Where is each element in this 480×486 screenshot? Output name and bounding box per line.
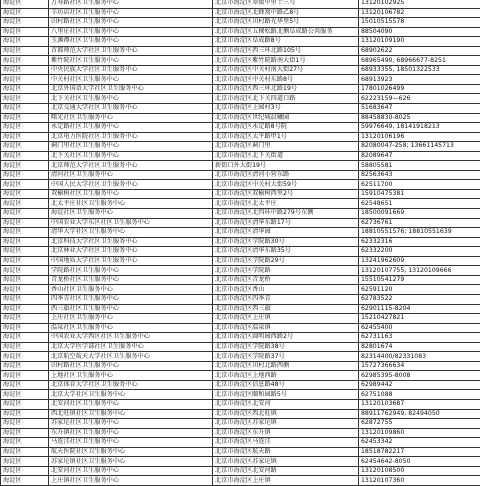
district-cell: 海淀区 bbox=[1, 132, 49, 142]
table-row bbox=[1, 104, 480, 114]
clinic-name-cell: 清河社区卫生服务中心 bbox=[49, 170, 213, 180]
address-cell: 北京市海淀区温泉镇 bbox=[213, 323, 359, 333]
phone-cell: 13120103687 bbox=[359, 399, 480, 409]
clinic-name-cell: 玉渊潭社区卫生服务中心 bbox=[49, 37, 213, 47]
address-cell: 北京市海淀区苏家坨镇 bbox=[213, 457, 359, 467]
address-cell: 北京市海淀区北安河路 bbox=[213, 466, 359, 476]
phone-cell: 62736761 bbox=[359, 218, 480, 228]
phone-cell: 18518782217 bbox=[359, 447, 480, 457]
phone-cell: 82801674 bbox=[359, 342, 480, 352]
district-cell: 海淀区 bbox=[1, 466, 49, 476]
clinic-name-cell: 海淀社区卫生服务中心 bbox=[49, 209, 213, 219]
clinic-name-cell: 北京体育大学社区卫生服务中心 bbox=[49, 380, 213, 390]
clinic-name-cell: 北下关社区卫生服务中心 bbox=[49, 94, 213, 104]
table-row bbox=[1, 476, 480, 486]
address-cell: 北京市海淀区学院路37号 bbox=[213, 352, 359, 362]
clinic-name-cell: 田村路社区卫生服务中心 bbox=[49, 18, 213, 28]
phone-cell: 68965490, 68966677-8251 bbox=[359, 56, 480, 66]
clinic-name-cell: 北京大学社区卫生服务中心 bbox=[49, 390, 213, 400]
table-row bbox=[1, 132, 480, 142]
address-cell: 北京市海淀区上庄镇 bbox=[213, 314, 359, 324]
clinic-name-cell: 北安河社区卫生服务中心 bbox=[49, 466, 213, 476]
clinic-name-cell: 中国地质大学社区卫生服务中心 bbox=[49, 256, 213, 266]
table-row bbox=[1, 409, 480, 419]
address-cell: 北京市海淀区颐和园路5号 bbox=[213, 390, 359, 400]
clinic-name-cell: 八里庄社区卫生服务中心 bbox=[49, 27, 213, 37]
address-cell: 北京市海淀区田村路光华里5号 bbox=[213, 18, 359, 28]
district-cell: 海淀区 bbox=[1, 304, 49, 314]
address-cell: 北京市海淀区北四环中路279号东侧 bbox=[213, 209, 359, 219]
clinic-name-cell: 青龙桥社区卫生服务中心 bbox=[49, 275, 213, 285]
district-cell: 海淀区 bbox=[1, 275, 49, 285]
address-cell: 北京市海淀区学院路29号 bbox=[213, 256, 359, 266]
district-cell: 海淀区 bbox=[1, 0, 49, 8]
address-cell: 北京市海淀区双榆树西里2号 bbox=[213, 189, 359, 199]
table-row bbox=[1, 218, 480, 228]
clinic-name-cell: 中关村社区卫生服务中心 bbox=[49, 75, 213, 85]
table-row bbox=[1, 151, 480, 161]
district-cell: 海淀区 bbox=[1, 209, 49, 219]
table-row bbox=[1, 361, 480, 371]
table-row bbox=[1, 18, 480, 28]
clinic-name-cell: 蓟门里社区卫生服务中心 bbox=[49, 142, 213, 152]
table-row bbox=[1, 342, 480, 352]
address-cell: 北京市海淀区信息路48号 bbox=[213, 380, 359, 390]
phone-cell: 88504090 bbox=[359, 27, 480, 37]
phone-cell: 59976649, 18141918213 bbox=[359, 123, 480, 133]
district-cell: 海淀区 bbox=[1, 371, 49, 381]
clinic-name-cell: 北京交通大学社区卫生服务中心 bbox=[49, 104, 213, 114]
table-row bbox=[1, 333, 480, 343]
table-row bbox=[1, 84, 480, 94]
clinic-name-cell: 上庄镇社区卫生服务中心 bbox=[49, 476, 213, 486]
clinic-name-cell: 曙光社区卫生服务中心 bbox=[49, 113, 213, 123]
address-cell: 北京市海淀区航天路 bbox=[213, 447, 359, 457]
phone-cell: 82089647 bbox=[359, 151, 480, 161]
address-cell: 北京市海淀区学院路30号 bbox=[213, 237, 359, 247]
clinic-name-cell: 北京外国语大学社区卫生服务中心 bbox=[49, 84, 213, 94]
phone-cell: 82563643 bbox=[359, 170, 480, 180]
district-cell: 海淀区 bbox=[1, 65, 49, 75]
district-cell: 海淀区 bbox=[1, 285, 49, 295]
clinic-name-cell: 中国农业大学东区社区卫生服务中心 bbox=[49, 218, 213, 228]
clinic-name-cell: 北京电力医院社区卫生服务中心 bbox=[49, 132, 213, 142]
table-row bbox=[1, 199, 480, 209]
table-row bbox=[1, 275, 480, 285]
district-cell: 海淀区 bbox=[1, 294, 49, 304]
district-cell: 海淀区 bbox=[1, 428, 49, 438]
address-cell: 北京市海淀区五棵松路北侧阜成路公共服务 bbox=[213, 27, 359, 37]
address-cell: 北京市海淀区西三环北路105号 bbox=[213, 46, 359, 56]
district-cell: 海淀区 bbox=[1, 46, 49, 56]
clinic-name-cell: 苏家坨社区卫生服务中心 bbox=[49, 419, 213, 429]
address-cell: 北京市海淀区北安河 bbox=[213, 399, 359, 409]
clinic-name-cell: 北太平庄社区卫生服务中心 bbox=[49, 199, 213, 209]
clinic-name-cell: 西三旗社区卫生服务中心 bbox=[49, 304, 213, 314]
phone-cell: 62332200 bbox=[359, 247, 480, 257]
district-cell: 海淀区 bbox=[1, 142, 49, 152]
district-cell: 海淀区 bbox=[1, 151, 49, 161]
address-cell: 北京市海淀区紫竹院路南大街1号 bbox=[213, 56, 359, 66]
phone-cell: 62511700 bbox=[359, 180, 480, 190]
phone-cell: 13120108500 bbox=[359, 466, 480, 476]
phone-cell: 62751088 bbox=[359, 390, 480, 400]
district-cell: 海淀区 bbox=[1, 247, 49, 257]
phone-cell: 13120106196 bbox=[359, 132, 480, 142]
address-cell: 北京市海淀区清华园 bbox=[213, 228, 359, 238]
table-row bbox=[1, 180, 480, 190]
table-row bbox=[1, 457, 480, 467]
district-cell: 海淀区 bbox=[1, 228, 49, 238]
table-row bbox=[1, 170, 480, 180]
clinic-name-cell: 上地社区卫生服务中心 bbox=[49, 371, 213, 381]
phone-cell: 13241962609 bbox=[359, 256, 480, 266]
district-cell: 海淀区 bbox=[1, 314, 49, 324]
district-cell: 海淀区 bbox=[1, 447, 49, 457]
address-cell: 北京市海淀区清华东路17号 bbox=[213, 218, 359, 228]
table-row bbox=[1, 8, 480, 18]
district-cell: 海淀区 bbox=[1, 256, 49, 266]
table-row bbox=[1, 352, 480, 362]
phone-cell: 62454642-8050 bbox=[359, 457, 480, 467]
address-cell: 北京市海淀区中关村南大街27号 bbox=[213, 65, 359, 75]
clinic-name-cell: 北京大学医学部社区卫生服务中心 bbox=[49, 342, 213, 352]
district-cell: 海淀区 bbox=[1, 237, 49, 247]
clinic-name-cell: 航天医院社区卫生服务中心 bbox=[49, 447, 213, 457]
address-cell: 北京市海淀区北下关四道口路 bbox=[213, 94, 359, 104]
table-row bbox=[1, 399, 480, 409]
address-cell: 北京市海淀区西三旗 bbox=[213, 304, 359, 314]
district-cell: 海淀区 bbox=[1, 104, 49, 114]
table-row bbox=[1, 161, 480, 171]
address-cell: 北京市海淀区世纪城晨曦园 bbox=[213, 113, 359, 123]
table-row bbox=[1, 65, 480, 75]
address-cell: 北京市海淀区北太平庄 bbox=[213, 199, 359, 209]
district-cell: 海淀区 bbox=[1, 56, 49, 66]
district-cell: 海淀区 bbox=[1, 342, 49, 352]
address-cell: 北京市海淀区北蜂窝中路乙8号 bbox=[213, 8, 359, 18]
district-cell: 海淀区 bbox=[1, 380, 49, 390]
phone-cell: 62223159—626 bbox=[359, 94, 480, 104]
clinic-name-cell: 北京师范大学社区卫生服务中心 bbox=[49, 161, 213, 171]
phone-cell: 62872755 bbox=[359, 419, 480, 429]
district-cell: 海淀区 bbox=[1, 8, 49, 18]
table-row bbox=[1, 438, 480, 448]
phone-cell: 13120109860 bbox=[359, 428, 480, 438]
clinic-name-cell: 中央民族大学社区卫生服务中心 bbox=[49, 65, 213, 75]
phone-cell: 15727366634 bbox=[359, 361, 480, 371]
clinic-name-cell: 苏家坨镇社区卫生服务中心 bbox=[49, 457, 213, 467]
table-row bbox=[1, 390, 480, 400]
clinic-name-cell: 北京林业大学社区卫生服务中心 bbox=[49, 247, 213, 257]
phone-cell: 62332316 bbox=[359, 237, 480, 247]
clinic-directory-body bbox=[1, 0, 480, 485]
clinic-name-cell: 温泉社区卫生服务中心 bbox=[49, 323, 213, 333]
district-cell: 海淀区 bbox=[1, 409, 49, 419]
clinic-name-cell: 紫竹院社区卫生服务中心 bbox=[49, 56, 213, 66]
table-row bbox=[1, 37, 480, 47]
district-cell: 海淀区 bbox=[1, 476, 49, 486]
district-cell: 海淀区 bbox=[1, 84, 49, 94]
district-cell: 海淀区 bbox=[1, 113, 49, 123]
table-row bbox=[1, 314, 480, 324]
phone-cell: 62731163 bbox=[359, 333, 480, 343]
table-row bbox=[1, 304, 480, 314]
address-cell: 北京市海淀区北下关街道 bbox=[213, 151, 359, 161]
phone-cell: 18500091669 bbox=[359, 209, 480, 219]
phone-cell: 15510541279 bbox=[359, 275, 480, 285]
clinic-name-cell: 清华大学社区卫生服务中心 bbox=[49, 228, 213, 238]
district-cell: 海淀区 bbox=[1, 323, 49, 333]
table-row bbox=[1, 371, 480, 381]
phone-cell: 15010515578 bbox=[359, 18, 480, 28]
district-cell: 海淀区 bbox=[1, 161, 49, 171]
table-row bbox=[1, 228, 480, 238]
clinic-name-cell: 北京科技大学社区卫生服务中心 bbox=[49, 237, 213, 247]
address-cell: 北京市海淀区马连洼 bbox=[213, 438, 359, 448]
clinic-name-cell: 北安河社区卫生服务中心 bbox=[49, 399, 213, 409]
phone-cell: 68933355, 18501322533 bbox=[359, 65, 480, 75]
phone-cell: 18810551576; 18810551639 bbox=[359, 228, 480, 238]
district-cell: 海淀区 bbox=[1, 94, 49, 104]
table-row bbox=[1, 256, 480, 266]
clinic-name-cell: 西北旺镇社区卫生服务中心 bbox=[49, 409, 213, 419]
table-row bbox=[1, 266, 480, 276]
district-cell: 海淀区 bbox=[1, 218, 49, 228]
phone-cell: 82080047-258; 13661145713 bbox=[359, 142, 480, 152]
clinic-name-cell: 中国农业大学西区社区卫生服务中心 bbox=[49, 333, 213, 343]
district-cell: 海淀区 bbox=[1, 438, 49, 448]
district-cell: 海淀区 bbox=[1, 333, 49, 343]
clinic-name-cell: 双榆树社区卫生服务中心 bbox=[49, 189, 213, 199]
table-row bbox=[1, 94, 480, 104]
clinic-name-cell: 学院路社区卫生服务中心 bbox=[49, 266, 213, 276]
district-cell: 海淀区 bbox=[1, 266, 49, 276]
phone-cell: 82314400/82331083 bbox=[359, 352, 480, 362]
phone-cell: 58805581 bbox=[359, 161, 480, 171]
address-cell: 新街口外大街19号 bbox=[213, 161, 359, 171]
address-cell: 北京市海淀区学院路 bbox=[213, 266, 359, 276]
clinic-name-cell: 香山社区卫生服务中心 bbox=[49, 285, 213, 295]
table-row bbox=[1, 466, 480, 476]
phone-cell: 62901115-8204 bbox=[359, 304, 480, 314]
table-row bbox=[1, 247, 480, 257]
phone-cell: 13120107755, 13120109666 bbox=[359, 266, 480, 276]
clinic-name-cell: 永定路社区卫生服务中心 bbox=[49, 123, 213, 133]
phone-cell: 13120106782 bbox=[359, 8, 480, 18]
table-row bbox=[1, 419, 480, 429]
address-cell: 北京市海淀区翠微中里十三号 bbox=[213, 0, 359, 8]
district-cell: 海淀区 bbox=[1, 419, 49, 429]
clinic-name-cell: 上庄社区卫生服务中心 bbox=[49, 314, 213, 324]
table-row bbox=[1, 428, 480, 438]
phone-cell: 15210427821 bbox=[359, 314, 480, 324]
phone-cell: 13120102925 bbox=[359, 0, 480, 8]
address-cell: 北京市海淀区西三环北路19号 bbox=[213, 84, 359, 94]
district-cell: 海淀区 bbox=[1, 27, 49, 37]
clinic-name-cell: 万寿路社区卫生服务中心 bbox=[49, 0, 213, 8]
phone-cell: 62548651 bbox=[359, 199, 480, 209]
district-cell: 海淀区 bbox=[1, 457, 49, 467]
phone-cell: 51683647 bbox=[359, 104, 480, 114]
clinic-name-cell: 北京航空航天大学社区卫生服务中心 bbox=[49, 352, 213, 362]
table-row bbox=[1, 323, 480, 333]
district-cell: 海淀区 bbox=[1, 361, 49, 371]
address-cell: 北京市海淀区学院路38号 bbox=[213, 342, 359, 352]
district-cell: 海淀区 bbox=[1, 399, 49, 409]
table-row bbox=[1, 113, 480, 123]
address-cell: 北京市海淀区阜成路8号 bbox=[213, 37, 359, 47]
district-cell: 海淀区 bbox=[1, 352, 49, 362]
district-cell: 海淀区 bbox=[1, 75, 49, 85]
phone-cell: 62989442 bbox=[359, 380, 480, 390]
table-row bbox=[1, 447, 480, 457]
address-cell: 北京市海淀区上地西路 bbox=[213, 371, 359, 381]
district-cell: 海淀区 bbox=[1, 390, 49, 400]
phone-cell: 15910475381 bbox=[359, 189, 480, 199]
phone-cell: 68913923 bbox=[359, 75, 480, 85]
clinic-name-cell: 北下关社区卫生服务中心 bbox=[49, 151, 213, 161]
address-cell: 北京市海淀区四季青 bbox=[213, 294, 359, 304]
table-row bbox=[1, 46, 480, 56]
phone-cell: 62783522 bbox=[359, 294, 480, 304]
address-cell: 北京市海淀区蓟门里 bbox=[213, 142, 359, 152]
table-row bbox=[1, 0, 480, 8]
address-cell: 北京市海淀区苏家坨镇 bbox=[213, 419, 359, 429]
address-cell: 北京市海淀区太平路甲1号 bbox=[213, 132, 359, 142]
clinic-name-cell: 中国人民大学社区卫生服务中心 bbox=[49, 180, 213, 190]
phone-cell: 62455400 bbox=[359, 323, 480, 333]
phone-cell: 62591120 bbox=[359, 285, 480, 295]
phone-cell: 13120107360 bbox=[359, 476, 480, 486]
clinic-name-cell: 四季青社区卫生服务中心 bbox=[49, 294, 213, 304]
district-cell: 海淀区 bbox=[1, 180, 49, 190]
district-cell: 海淀区 bbox=[1, 123, 49, 133]
address-cell: 北京市海淀区田村北路西侧 bbox=[213, 361, 359, 371]
district-cell: 海淀区 bbox=[1, 37, 49, 47]
phone-cell: 62985395-8008 bbox=[359, 371, 480, 381]
table-row bbox=[1, 380, 480, 390]
address-cell: 北京市海淀区永定路8号院 bbox=[213, 123, 359, 133]
clinic-name-cell: 东升镇社区卫生服务中心 bbox=[49, 428, 213, 438]
table-row bbox=[1, 75, 480, 85]
clinic-name-cell: 羊坊店社区卫生服务中心 bbox=[49, 8, 213, 18]
phone-cell: 88458830-8025 bbox=[359, 113, 480, 123]
table-row bbox=[1, 189, 480, 199]
district-cell: 海淀区 bbox=[1, 18, 49, 28]
clinic-name-cell: 马连洼社区卫生服务中心 bbox=[49, 438, 213, 448]
address-cell: 北京市海淀区上园村3号 bbox=[213, 104, 359, 114]
address-cell: 北京市海淀区香山 bbox=[213, 285, 359, 295]
phone-cell: 17801026499 bbox=[359, 84, 480, 94]
table-row bbox=[1, 237, 480, 247]
address-cell: 北京市海淀区中关村大街59号 bbox=[213, 180, 359, 190]
district-cell: 海淀区 bbox=[1, 199, 49, 209]
address-cell: 北京市海淀区东升镇 bbox=[213, 428, 359, 438]
table-row bbox=[1, 56, 480, 66]
address-cell: 北京市海淀区中关村东路8号 bbox=[213, 75, 359, 85]
address-cell: 北京市海淀区上庄镇 bbox=[213, 476, 359, 486]
district-cell: 海淀区 bbox=[1, 170, 49, 180]
phone-cell: 62453342 bbox=[359, 438, 480, 448]
table-row bbox=[1, 123, 480, 133]
clinic-name-cell: 田村路社区卫生服务中心 bbox=[49, 361, 213, 371]
address-cell: 北京市海淀区清华东路35号 bbox=[213, 247, 359, 257]
phone-cell: 68902622 bbox=[359, 46, 480, 56]
table-row bbox=[1, 285, 480, 295]
address-cell: 北京市海淀区青龙桥 bbox=[213, 275, 359, 285]
district-cell: 海淀区 bbox=[1, 189, 49, 199]
address-cell: 北京市海淀区清河小营东路 bbox=[213, 170, 359, 180]
address-cell: 北京市海淀区西北旺镇 bbox=[213, 409, 359, 419]
clinic-name-cell: 首都师范大学社区卫生服务中心 bbox=[49, 46, 213, 56]
table-row bbox=[1, 142, 480, 152]
address-cell: 北京市海淀区圆明园西路2号 bbox=[213, 333, 359, 343]
table-row bbox=[1, 294, 480, 304]
phone-cell: 88911762949, 82494050 bbox=[359, 409, 480, 419]
table-row bbox=[1, 27, 480, 37]
phone-cell: 13120109190 bbox=[359, 37, 480, 47]
table-row bbox=[1, 209, 480, 219]
